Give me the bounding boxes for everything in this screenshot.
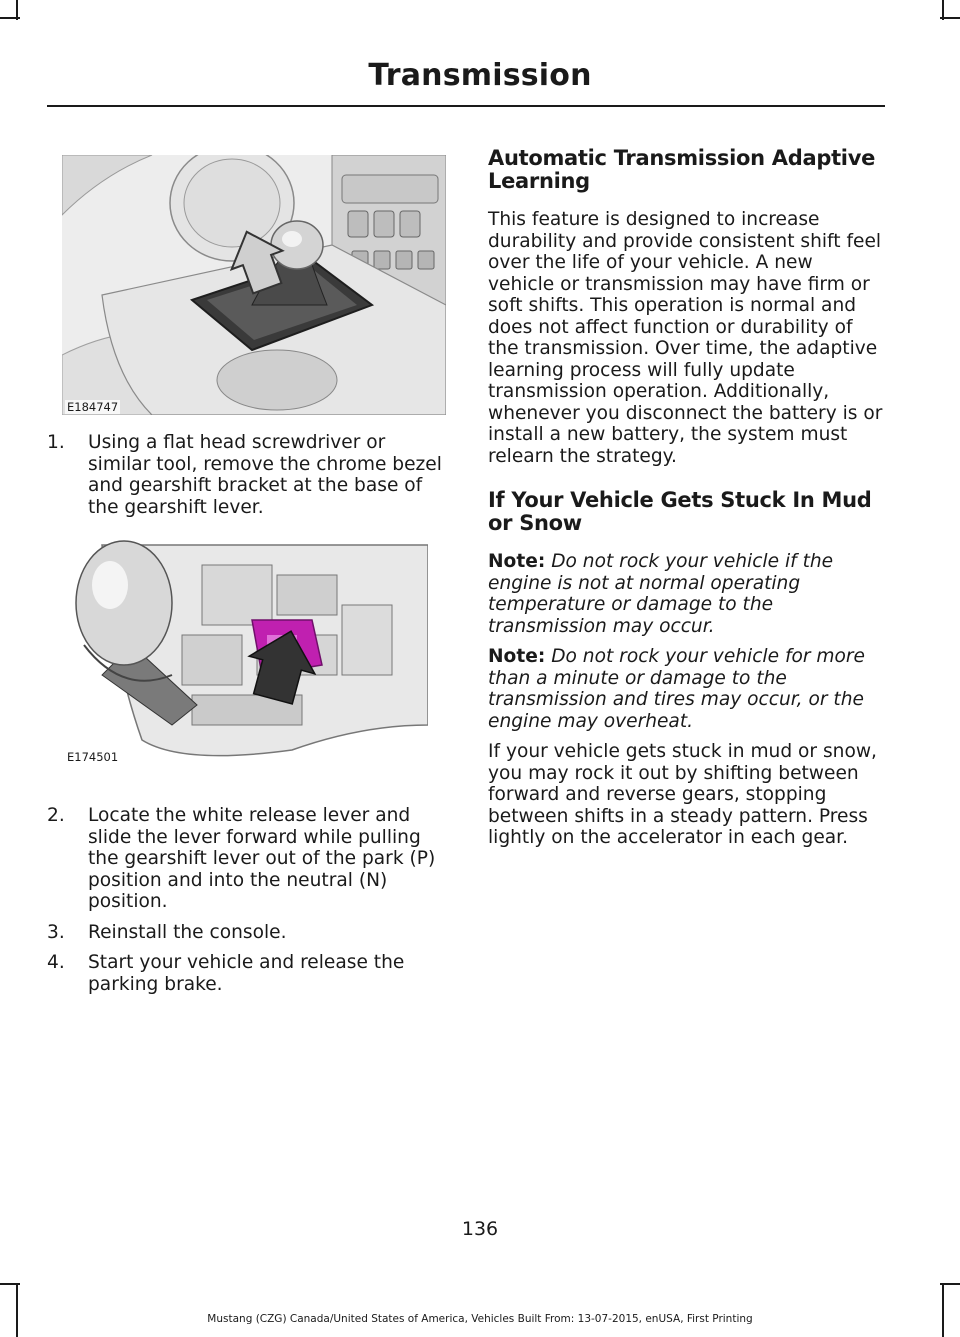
note-text: Do not rock your vehicle for more than a minute or damage to the transmission and tires may occur, or the engine may overheat. (488, 646, 865, 732)
figure-bezel-removal (62, 155, 446, 415)
crop-mark-bottom-left-v (16, 1283, 18, 1337)
publication-footer: Mustang (CZG) Canada/United States of America, Vehicles Built From: 13-07-2015, enUSA, First Printing (207, 1313, 753, 1325)
step-text: Locate the white release lever and slide the lever forward while pulling the gearshift lever out of the park (P) position and into the neutral (N) position. (88, 805, 436, 912)
step-list-part-1 (47, 432, 451, 518)
crop-mark-bottom-right-v (942, 1283, 944, 1337)
crop-mark-bottom-left-h (0, 1283, 20, 1285)
figure-code: E174501 (67, 750, 119, 764)
note-text: Do not rock your vehicle if the engine is not at normal operating temperature or damage to the transmission may occur. (488, 551, 834, 637)
list-item (47, 922, 451, 944)
crop-mark-bottom-right-h (940, 1283, 960, 1285)
step-number: 4. (47, 952, 65, 973)
crop-mark-top-left-h (0, 17, 20, 19)
list-item (47, 952, 451, 995)
section-heading-adaptive-learning: Automatic Transmission Adaptive Learning (488, 146, 876, 193)
figure-code: E184747 (67, 400, 119, 414)
crop-mark-top-right-h (940, 17, 960, 19)
step-text: Start your vehicle and release the parking brake. (88, 952, 405, 995)
step-number: 1. (47, 432, 65, 453)
stuck-body: If your vehicle gets stuck in mud or snow, you may rock it out by shifting between forward and reverse gears, stopping between shifts in a steady pattern. Press lightly on the accelerator in each gear. (488, 741, 877, 848)
figure-release-lever (62, 525, 428, 765)
section-heading-stuck: If Your Vehicle Gets Stuck In Mud or Snow (488, 488, 872, 535)
note (488, 551, 884, 637)
list-item (47, 805, 451, 913)
step-text: Using a flat head screwdriver or similar tool, remove the chrome bezel and gearshift bracket at the base of the gearshift lever. (88, 432, 442, 518)
note-label: Note: (488, 646, 546, 667)
step-text: Reinstall the console. (88, 921, 287, 943)
step-list-part-2 (47, 805, 451, 995)
page-number: 136 (461, 1218, 499, 1240)
right-column (488, 147, 884, 849)
step-number: 2. (47, 805, 65, 826)
release-lever-illustration (62, 525, 428, 765)
adaptive-learning-body: This feature is designed to increase durability and provide consistent shift feel over the life of your vehicle. A new vehicle or transmission may have firm or soft shifts. This operation is normal and does not affect function or durability of the transmission. Over time, the adaptive learning process will fully update transmission operation. Additionally, whenever you disconnect the battery is or install a new battery, the system must relearn the strategy. (488, 209, 883, 467)
title-rule (47, 105, 885, 107)
page-title: Transmission (368, 58, 592, 93)
note (488, 646, 884, 732)
list-item (47, 432, 451, 518)
gearshift-bezel-removal-illustration (62, 155, 446, 415)
note-label: Note: (488, 551, 546, 572)
step-number: 3. (47, 921, 65, 943)
